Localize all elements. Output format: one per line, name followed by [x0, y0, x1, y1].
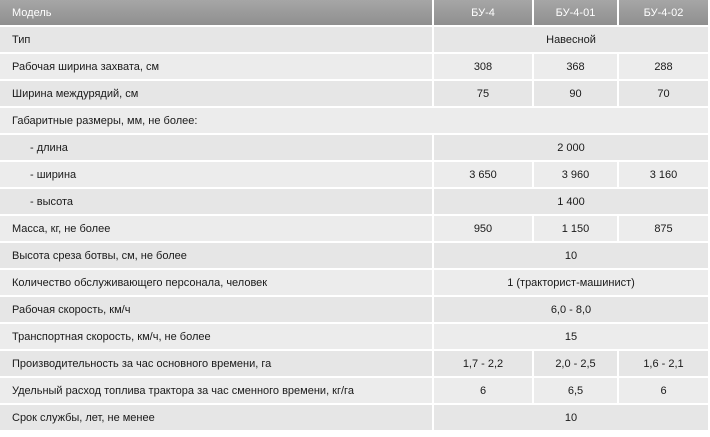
- row-value: 6,0 - 8,0: [434, 297, 710, 324]
- row-value: 2,0 - 2,5: [534, 351, 619, 378]
- row-value: 3 960: [534, 162, 619, 189]
- row-label: - ширина: [0, 162, 434, 189]
- row-label: Высота среза ботвы, см, не более: [0, 243, 434, 270]
- table-row: [0, 81, 710, 108]
- table-row: [0, 297, 710, 324]
- table-row: [0, 27, 710, 54]
- row-value: 1 (тракторист-машинист): [434, 270, 710, 297]
- table-row: [0, 108, 710, 135]
- row-value: 368: [534, 54, 619, 81]
- row-value: 6,5: [534, 378, 619, 405]
- row-label: Количество обслуживающего персонала, человек: [0, 270, 434, 297]
- row-value: 3 650: [434, 162, 534, 189]
- row-value: 1,7 - 2,2: [434, 351, 534, 378]
- table-row: [0, 189, 710, 216]
- row-value: 6: [619, 378, 710, 405]
- row-value: 1,6 - 2,1: [619, 351, 710, 378]
- row-value: 1 150: [534, 216, 619, 243]
- table-row: [0, 405, 710, 432]
- table-row: [0, 162, 710, 189]
- row-value: 10: [434, 405, 710, 432]
- table-row: [0, 378, 710, 405]
- header-model-bu4: БУ-4: [434, 0, 534, 27]
- row-value: 75: [434, 81, 534, 108]
- row-label: Транспортная скорость, км/ч, не более: [0, 324, 434, 351]
- row-label: Тип: [0, 27, 434, 54]
- row-value: 3 160: [619, 162, 710, 189]
- row-label: Рабочая скорость, км/ч: [0, 297, 434, 324]
- row-value: 15: [434, 324, 710, 351]
- row-value: 6: [434, 378, 534, 405]
- row-value: 950: [434, 216, 534, 243]
- header-model-label: Модель: [0, 0, 434, 27]
- row-value: 10: [434, 243, 710, 270]
- row-label: Производительность за час основного времени, га: [0, 351, 434, 378]
- row-value: 70: [619, 81, 710, 108]
- table-row: [0, 54, 710, 81]
- row-value: 875: [619, 216, 710, 243]
- table-header-row: [0, 0, 710, 27]
- header-model-bu4-02: БУ-4-02: [619, 0, 710, 27]
- table-row: [0, 243, 710, 270]
- header-model-bu4-01: БУ-4-01: [534, 0, 619, 27]
- row-value: 90: [534, 81, 619, 108]
- row-label: - длина: [0, 135, 434, 162]
- table-row: [0, 324, 710, 351]
- table-row: [0, 270, 710, 297]
- table-row: [0, 351, 710, 378]
- table-row: [0, 216, 710, 243]
- table-row: [0, 135, 710, 162]
- row-label: Удельный расход топлива трактора за час сменного времени, кг/га: [0, 378, 434, 405]
- row-label: Срок службы, лет, не менее: [0, 405, 434, 432]
- row-label: Рабочая ширина захвата, см: [0, 54, 434, 81]
- row-value: 288: [619, 54, 710, 81]
- row-label: Ширина междурядий, см: [0, 81, 434, 108]
- row-label: Габаритные размеры, мм, не более:: [0, 108, 710, 135]
- row-label: Масса, кг, не более: [0, 216, 434, 243]
- row-value: 308: [434, 54, 534, 81]
- row-value: Навесной: [434, 27, 710, 54]
- row-value: 1 400: [434, 189, 710, 216]
- row-label: - высота: [0, 189, 434, 216]
- row-value: 2 000: [434, 135, 710, 162]
